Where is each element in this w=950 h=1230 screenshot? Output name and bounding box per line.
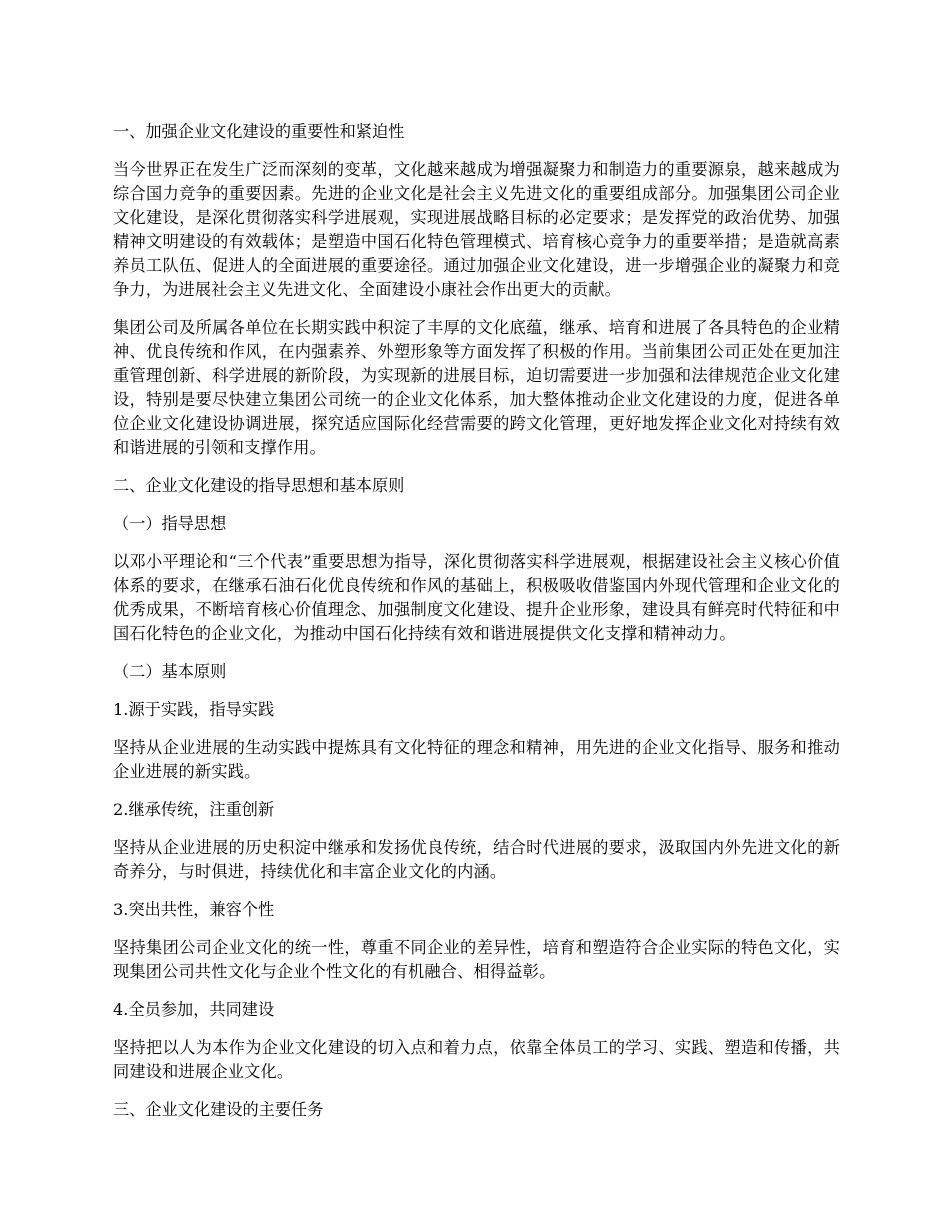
principle-heading-2: 2.继承传统，注重创新 bbox=[113, 800, 275, 819]
principle-heading-4: 4.全员参加，共同建设 bbox=[113, 1000, 275, 1019]
paragraph-6: 坚持集团公司企业文化的统一性，尊重不同企业的差异性，培育和塑造符合企业实际的特色文化，实现集团公司共性文化与企业个性文化的有机融合、相得益彰。 bbox=[113, 938, 840, 981]
section-heading-2: 二、企业文化建设的指导思想和基本原则 bbox=[113, 476, 405, 495]
principle-heading-1: 1.源于实践，指导实践 bbox=[113, 700, 275, 719]
paragraph-3: 以邓小平理论和“三个代表”重要思想为指导，深化贯彻落实科学进展观，根据建设社会主义核心价值体系的要求，在继承石油石化优良传统和作风的基础上，积极吸收借鉴国内外现代管理和企业文化的优秀成果，不断培育核心价值理念、加强制度文化建设、提升企业形象，建设具有鲜亮时代特征和中国石化特色的企业文化，为推动中国石化持续有效和谐进展提供文化支撑和精神动力。 bbox=[113, 552, 840, 643]
section-heading-3: 三、企业文化建设的主要任务 bbox=[113, 1100, 324, 1119]
subsection-heading-2: （二）基本原则 bbox=[113, 662, 227, 681]
principle-heading-3: 3.突出共性，兼容个性 bbox=[113, 900, 275, 919]
paragraph-4: 坚持从企业进展的生动实践中提炼具有文化特征的理念和精神，用先进的企业文化指导、服务和推动企业进展的新实践。 bbox=[113, 738, 840, 781]
section-heading-1: 一、加强企业文化建设的重要性和紧迫性 bbox=[113, 122, 405, 141]
paragraph-1: 当今世界正在发生广泛而深刻的变革，文化越来越成为增强凝聚力和制造力的重要源泉，越来越成为综合国力竞争的重要因素。先进的企业文化是社会主义先进文化的重要组成部分。加强集团公司企业文化建设，是深化贯彻落实科学进展观，实现进展战略目标的必定要求；是发挥党的政治优势、加强精神文明建设的有效载体；是塑造中国石化特色管理模式、培育核心竞争力的重要举措；是造就高素养员工队伍、促进人的全面进展的重要途径。通过加强企业文化建设，进一步增强企业的凝聚力和竞争力，为进展社会主义先进文化、全面建设小康社会作出更大的贡献。 bbox=[113, 160, 840, 299]
paragraph-2: 集团公司及所属各单位在长期实践中积淀了丰厚的文化底蕴，继承、培育和进展了各具特色的企业精神、优良传统和作风，在内强素养、外塑形象等方面发挥了积极的作用。当前集团公司正处在更加注重管理创新、科学进展的新阶段，为实现新的进展目标，迫切需要进一步加强和法律规范企业文化建设，特别是要尽快建立集团公司统一的企业文化体系，加大整体推动企业文化建设的力度，促进各单位企业文化建设协调进展，探究适应国际化经营需要的跨文化管理，更好地发挥企业文化对持续有效和谐进展的引领和支撑作用。 bbox=[113, 318, 840, 457]
subsection-heading-1: （一）指导思想 bbox=[113, 514, 227, 533]
document-page bbox=[113, 120, 840, 1136]
paragraph-7: 坚持把以人为本作为企业文化建设的切入点和着力点，依靠全体员工的学习、实践、塑造和传播，共同建设和进展企业文化。 bbox=[113, 1038, 840, 1081]
paragraph-5: 坚持从企业进展的历史积淀中继承和发扬优良传统，结合时代进展的要求，汲取国内外先进文化的新奇养分，与时俱进，持续优化和丰富企业文化的内涵。 bbox=[113, 838, 840, 881]
